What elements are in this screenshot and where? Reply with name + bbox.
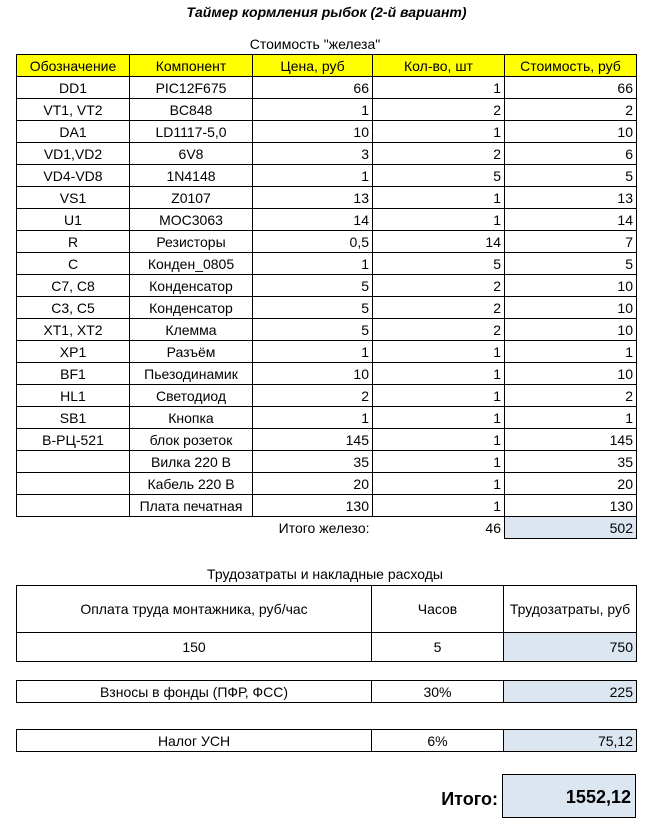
hardware-total-qty: 46 <box>373 517 505 539</box>
table-row <box>17 99 637 121</box>
cell-component: Конден_0805 <box>130 253 253 275</box>
cell-price: 0,5 <box>253 231 373 253</box>
cell-component: Клемма <box>130 319 253 341</box>
cell-designator: HL1 <box>17 385 130 407</box>
cell-price: 10 <box>253 363 373 385</box>
tax-label: Налог УСН <box>17 730 372 752</box>
cell-quantity: 1 <box>373 473 505 495</box>
cell-component: BC848 <box>130 99 253 121</box>
cell-cost: 5 <box>505 165 637 187</box>
table-row <box>17 231 637 253</box>
cell-cost: 10 <box>505 121 637 143</box>
cell-designator <box>17 495 130 517</box>
hardware-total-cost: 502 <box>505 517 637 539</box>
cell-cost: 2 <box>505 385 637 407</box>
cell-quantity: 2 <box>373 275 505 297</box>
table-row <box>17 209 637 231</box>
sheet-title: Таймер кормления рыбок (2-й вариант) <box>186 4 467 20</box>
table-row <box>17 143 637 165</box>
hardware-table <box>16 54 637 539</box>
table-row <box>17 451 637 473</box>
cell-quantity: 1 <box>373 341 505 363</box>
cell-component: Вилка 220 В <box>130 451 253 473</box>
cell-component: Светодиод <box>130 385 253 407</box>
cell-cost: 35 <box>505 451 637 473</box>
cell-cost: 10 <box>505 275 637 297</box>
header-designator: Обозначение <box>17 55 130 77</box>
hours-header: Часов <box>372 586 504 633</box>
cell-component: блок розеток <box>130 429 253 451</box>
cell-quantity: 5 <box>373 253 505 275</box>
cell-designator: VD4-VD8 <box>17 165 130 187</box>
cell-designator: R <box>17 231 130 253</box>
cell-component: 6V8 <box>130 143 253 165</box>
cell-component: Пьезодинамик <box>130 363 253 385</box>
hardware-total-row <box>17 517 637 539</box>
table-row <box>17 429 637 451</box>
header-cost: Стоимость, руб <box>505 55 637 77</box>
cell-designator: XT1, XT2 <box>17 319 130 341</box>
fund-table <box>16 680 637 703</box>
cell-component: 1N4148 <box>130 165 253 187</box>
cell-quantity: 1 <box>373 187 505 209</box>
cell-quantity: 1 <box>373 77 505 99</box>
cell-component: Разъём <box>130 341 253 363</box>
rate-value: 150 <box>17 633 372 662</box>
hours-value: 5 <box>372 633 504 662</box>
cell-component: LD1117-5,0 <box>130 121 253 143</box>
tax-table <box>16 729 637 752</box>
fund-pct: 30% <box>372 681 504 703</box>
cell-quantity: 2 <box>373 297 505 319</box>
cell-quantity: 1 <box>373 495 505 517</box>
hardware-caption: Стоимость "железа" <box>249 36 381 52</box>
cell-component: MOC3063 <box>130 209 253 231</box>
labor-cost-header: Трудозатраты, руб <box>504 586 637 633</box>
table-row <box>17 495 637 517</box>
cell-cost: 10 <box>505 363 637 385</box>
cell-designator: C <box>17 253 130 275</box>
hardware-total-label: Итого железо: <box>278 519 370 536</box>
rate-header: Оплата труда монтажника, руб/час <box>17 586 372 633</box>
labor-caption: Трудозатраты и накладные расходы <box>207 566 443 582</box>
cell-cost: 1 <box>505 407 637 429</box>
table-row <box>17 341 637 363</box>
cell-designator <box>17 451 130 473</box>
cell-cost: 66 <box>505 77 637 99</box>
cell-component: Резисторы <box>130 231 253 253</box>
grand-total-value: 1552,12 <box>502 774 636 818</box>
table-row <box>17 407 637 429</box>
cell-price: 1 <box>253 99 373 121</box>
cell-price: 5 <box>253 319 373 341</box>
cell-price: 10 <box>253 121 373 143</box>
labor-table <box>16 585 637 662</box>
cell-cost: 20 <box>505 473 637 495</box>
cell-quantity: 1 <box>373 407 505 429</box>
cell-cost: 7 <box>505 231 637 253</box>
cell-component: Кабель 220 В <box>130 473 253 495</box>
hardware-header-row <box>17 55 637 77</box>
table-row <box>17 121 637 143</box>
cell-designator: C7, C8 <box>17 275 130 297</box>
cell-designator: VD1,VD2 <box>17 143 130 165</box>
cell-component: Конденсатор <box>130 275 253 297</box>
cell-designator: DA1 <box>17 121 130 143</box>
cell-designator <box>17 473 130 495</box>
table-row <box>17 165 637 187</box>
cell-designator: C3, C5 <box>17 297 130 319</box>
cell-designator: VS1 <box>17 187 130 209</box>
cell-price: 5 <box>253 297 373 319</box>
cell-quantity: 5 <box>373 165 505 187</box>
table-row <box>17 187 637 209</box>
table-row <box>17 319 637 341</box>
cell-cost: 13 <box>505 187 637 209</box>
cell-price: 5 <box>253 275 373 297</box>
cell-price: 35 <box>253 451 373 473</box>
cell-cost: 1 <box>505 341 637 363</box>
cell-designator: VT1, VT2 <box>17 99 130 121</box>
fund-label: Взносы в фонды (ПФР, ФСС) <box>17 681 372 703</box>
grand-total-label: Итого: <box>441 789 498 809</box>
cell-quantity: 14 <box>373 231 505 253</box>
cell-price: 130 <box>253 495 373 517</box>
cell-designator: DD1 <box>17 77 130 99</box>
cell-price: 66 <box>253 77 373 99</box>
cell-quantity: 1 <box>373 385 505 407</box>
cell-price: 1 <box>253 407 373 429</box>
cell-designator: XP1 <box>17 341 130 363</box>
cell-quantity: 1 <box>373 451 505 473</box>
cell-quantity: 1 <box>373 363 505 385</box>
cell-price: 14 <box>253 209 373 231</box>
cell-price: 3 <box>253 143 373 165</box>
cell-quantity: 1 <box>373 121 505 143</box>
cell-designator: U1 <box>17 209 130 231</box>
header-quantity: Кол-во, шт <box>373 55 505 77</box>
cell-quantity: 2 <box>373 99 505 121</box>
cell-cost: 5 <box>505 253 637 275</box>
cell-price: 1 <box>253 253 373 275</box>
cell-price: 20 <box>253 473 373 495</box>
table-row <box>17 275 637 297</box>
cell-component: Конденсатор <box>130 297 253 319</box>
cell-quantity: 1 <box>373 429 505 451</box>
cell-designator: B-РЦ-521 <box>17 429 130 451</box>
cell-quantity: 1 <box>373 209 505 231</box>
cell-cost: 10 <box>505 297 637 319</box>
cell-component: PIC12F675 <box>130 77 253 99</box>
cell-component: Кнопка <box>130 407 253 429</box>
table-row <box>17 363 637 385</box>
table-row <box>17 77 637 99</box>
cell-cost: 145 <box>505 429 637 451</box>
header-price: Цена, руб <box>253 55 373 77</box>
cell-price: 1 <box>253 341 373 363</box>
cell-component: Плата печатная <box>130 495 253 517</box>
cell-price: 1 <box>253 165 373 187</box>
cell-cost: 6 <box>505 143 637 165</box>
cell-price: 145 <box>253 429 373 451</box>
cell-cost: 10 <box>505 319 637 341</box>
tax-value: 75,12 <box>504 730 637 752</box>
cell-component: Z0107 <box>130 187 253 209</box>
cell-designator: BF1 <box>17 363 130 385</box>
cell-cost: 130 <box>505 495 637 517</box>
cell-designator: SB1 <box>17 407 130 429</box>
header-component: Компонент <box>130 55 253 77</box>
cell-quantity: 2 <box>373 319 505 341</box>
labor-cost-value: 750 <box>504 633 637 662</box>
cell-cost: 2 <box>505 99 637 121</box>
table-row <box>17 297 637 319</box>
cell-quantity: 2 <box>373 143 505 165</box>
fund-value: 225 <box>504 681 637 703</box>
cell-cost: 14 <box>505 209 637 231</box>
cell-price: 13 <box>253 187 373 209</box>
table-row <box>17 385 637 407</box>
cell-price: 2 <box>253 385 373 407</box>
tax-pct: 6% <box>372 730 504 752</box>
table-row <box>17 473 637 495</box>
table-row <box>17 253 637 275</box>
